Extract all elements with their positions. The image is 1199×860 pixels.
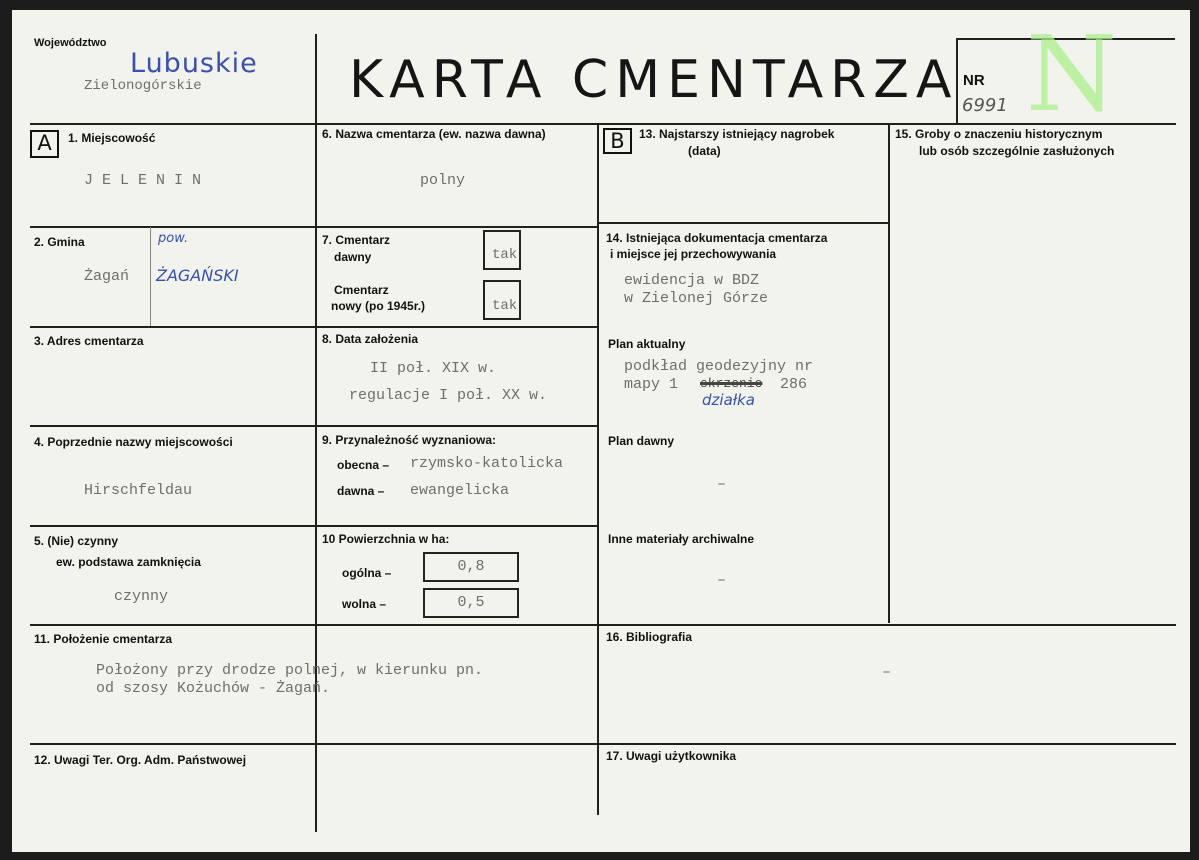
f15-sublabel: lub osób szczególnie zasłużonych (919, 144, 1115, 158)
f2-label: 2. Gmina (34, 235, 85, 249)
f7-label: 7. Cmentarz (322, 233, 391, 247)
f9-obecna-value: rzymsko-katolicka (410, 455, 564, 472)
f9-dawna-label: dawna – (337, 484, 385, 498)
f11-line2: od szosy Kożuchów - Żagań. (96, 680, 331, 697)
f4-value: Hirschfeldau (84, 482, 193, 499)
f13-sublabel: (data) (688, 144, 721, 158)
rule (598, 222, 889, 224)
f10-label: 10 Powierzchnia w ha: (322, 532, 450, 546)
wojewodztwo-label: Województwo (34, 37, 107, 49)
rule (30, 624, 1176, 626)
f17-label: 17. Uwagi użytkownika (606, 749, 737, 763)
inne-value: – (717, 572, 727, 589)
section-b-box: B (603, 128, 632, 154)
rule (888, 123, 890, 623)
f15-label: 15. Groby o znaczeniu historycznym (895, 127, 1103, 141)
f7-nowy-label: Cmentarz (334, 283, 389, 297)
rule (30, 226, 598, 228)
f9-obecna-label: obecna – (337, 458, 390, 472)
nr-label: NR (963, 72, 985, 89)
f11-label: 11. Położenie cmentarza (34, 632, 173, 646)
section-a-box: A (30, 130, 59, 158)
f14-sublabel: i miejsce jej przechowywania (610, 247, 777, 261)
f10-wolna-value: 0,5 (423, 588, 519, 618)
f7-nowy-value: tak (492, 298, 518, 314)
f7-dawny-label: dawny (334, 250, 372, 264)
plan-struck: skrzenie (700, 376, 763, 391)
f2-pow-label: pow. (158, 231, 189, 246)
f14-label: 14. Istniejąca dokumentacja cmentarza (606, 231, 828, 245)
f10-ogolna-value: 0,8 (423, 552, 519, 582)
wojewodztwo-value: Lubuskie (130, 48, 258, 79)
plan-dawny-value: – (717, 476, 727, 493)
f8-label: 8. Data założenia (322, 332, 419, 346)
plan-line2b: 286 (780, 376, 808, 393)
rule (150, 227, 151, 327)
f5-sublabel: ew. podstawa zamknięcia (56, 555, 201, 569)
rule (30, 326, 598, 328)
f10-ogolna-label: ogólna – (342, 566, 392, 580)
rule (315, 34, 317, 832)
inne-label: Inne materiały archiwalne (608, 532, 755, 546)
f14-value1: ewidencja w BDZ (624, 272, 760, 289)
f6-label: 6. Nazwa cmentarza (ew. nazwa dawna) (322, 127, 546, 141)
f13-label: 13. Najstarszy istniejący nagrobek (639, 127, 835, 141)
f6-value: polny (420, 172, 466, 189)
rule (30, 525, 598, 527)
f14-value2: w Zielonej Górze (624, 290, 769, 307)
rule (30, 743, 1176, 745)
nr-stamp: N (1026, 13, 1117, 135)
cemetery-card (12, 10, 1190, 852)
rule (30, 425, 598, 427)
f8-line2: regulacje I poł. XX w. (349, 387, 548, 404)
plan-aktualny-label: Plan aktualny (608, 337, 686, 351)
f7-dawny-value: tak (492, 247, 518, 263)
f1-value: J E L E N I N (84, 172, 202, 189)
f12-label: 12. Uwagi Ter. Org. Adm. Państwowej (34, 753, 247, 767)
f9-label: 9. Przynależność wyznaniowa: (322, 433, 497, 447)
f16-value: – (882, 664, 892, 681)
plan-handwritten: działka (702, 391, 755, 409)
f7-nowy-sublabel: nowy (po 1945r.) (331, 299, 426, 313)
f5-value: czynny (114, 588, 169, 605)
f2-pow-value: ŻAGAŃSKI (156, 266, 239, 285)
wojewodztwo-old: Zielonogórskie (84, 78, 202, 94)
plan-line2a: mapy 1 (624, 376, 679, 393)
f3-label: 3. Adres cmentarza (34, 334, 144, 348)
page-title: KARTA CMENTARZA (349, 50, 959, 110)
f11-line1: Położony przy drodze polnej, w kierunku pn. (96, 662, 484, 679)
f10-wolna-label: wolna – (342, 597, 387, 611)
f8-line1: II poł. XIX w. (370, 360, 497, 377)
plan-dawny-label: Plan dawny (608, 434, 675, 448)
f5-label: 5. (Nie) czynny (34, 534, 119, 548)
f4-label: 4. Poprzednie nazwy miejscowości (34, 435, 233, 449)
f9-dawna-value: ewangelicka (410, 482, 510, 499)
plan-line1: podkład geodezyjny nr (624, 358, 814, 375)
rule (30, 123, 1176, 125)
f2-value: Żagań (84, 268, 130, 285)
f1-label: 1. Miejscowość (68, 131, 156, 145)
nr-value: 6991 (962, 95, 1008, 116)
f16-label: 16. Bibliografia (606, 630, 693, 644)
